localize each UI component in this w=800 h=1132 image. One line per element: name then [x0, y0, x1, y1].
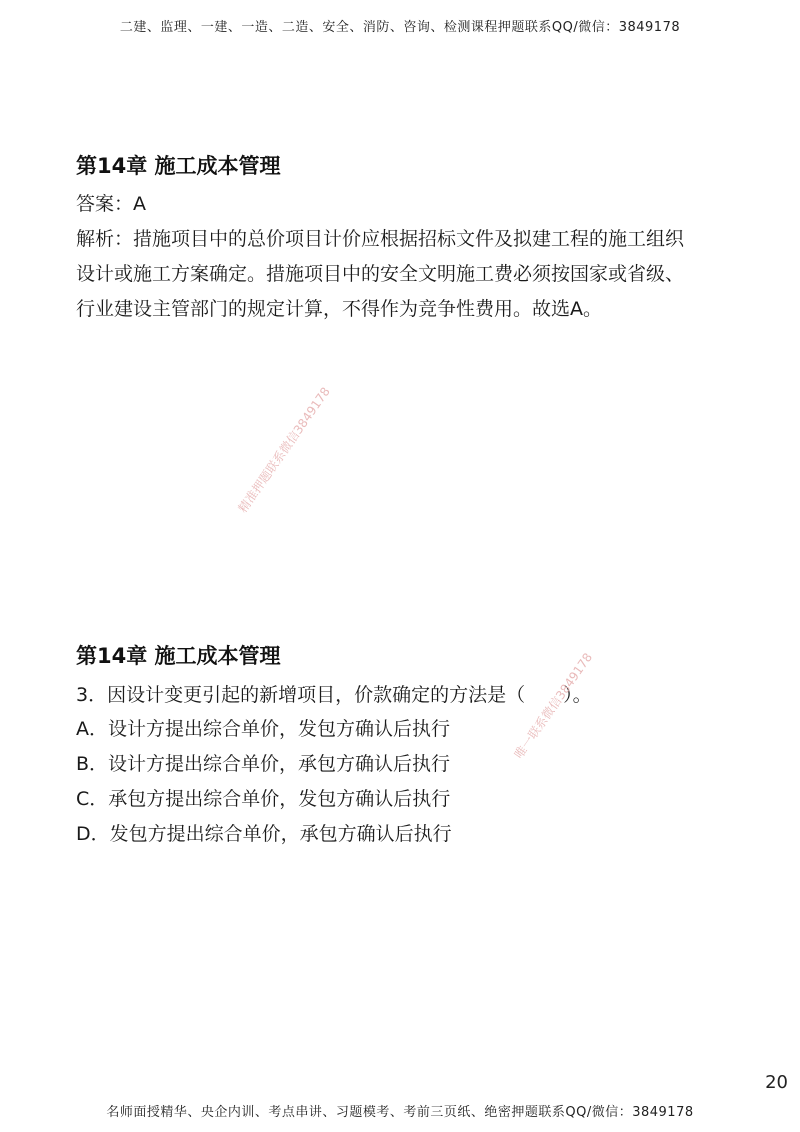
section1-analysis-line-2: 设计或施工方案确定。措施项目中的安全文明施工费必须按国家或省级、: [76, 263, 685, 285]
option-a: A．设计方提出综合单价，发包方确认后执行: [76, 718, 450, 740]
section1-chapter-title: 第14章 施工成本管理: [76, 154, 281, 178]
question-text: 3．因设计变更引起的新增项目，价款确定的方法是（ ）。: [76, 684, 592, 706]
section1-analysis-line-3: 行业建设主管部门的规定计算，不得作为竞争性费用。故选A。: [76, 298, 602, 320]
page-number: 20: [765, 1072, 788, 1093]
option-c: C．承包方提出综合单价，发包方确认后执行: [76, 788, 451, 810]
page-footer: 名师面授精华、央企内训、考点串讲、习题模考、考前三页纸、绝密押题联系QQ/微信：3849178: [106, 1105, 694, 1120]
option-b: B．设计方提出综合单价，承包方确认后执行: [76, 753, 451, 775]
section1-analysis-line-1: 解析：措施项目中的总价项目计价应根据招标文件及拟建工程的施工组织: [76, 228, 685, 250]
watermark-2: 唯一联系微信3849178: [511, 650, 596, 762]
section1-answer: 答案：A: [76, 193, 146, 215]
option-d: D．发包方提出综合单价，承包方确认后执行: [76, 823, 452, 845]
page-header: 二建、监理、一建、一造、二造、安全、消防、咨询、检测课程押题联系QQ/微信：3849178: [119, 20, 681, 35]
watermark-1: 精准押题联系微信3849178: [235, 384, 333, 516]
section2-chapter-title: 第14章 施工成本管理: [76, 644, 281, 668]
